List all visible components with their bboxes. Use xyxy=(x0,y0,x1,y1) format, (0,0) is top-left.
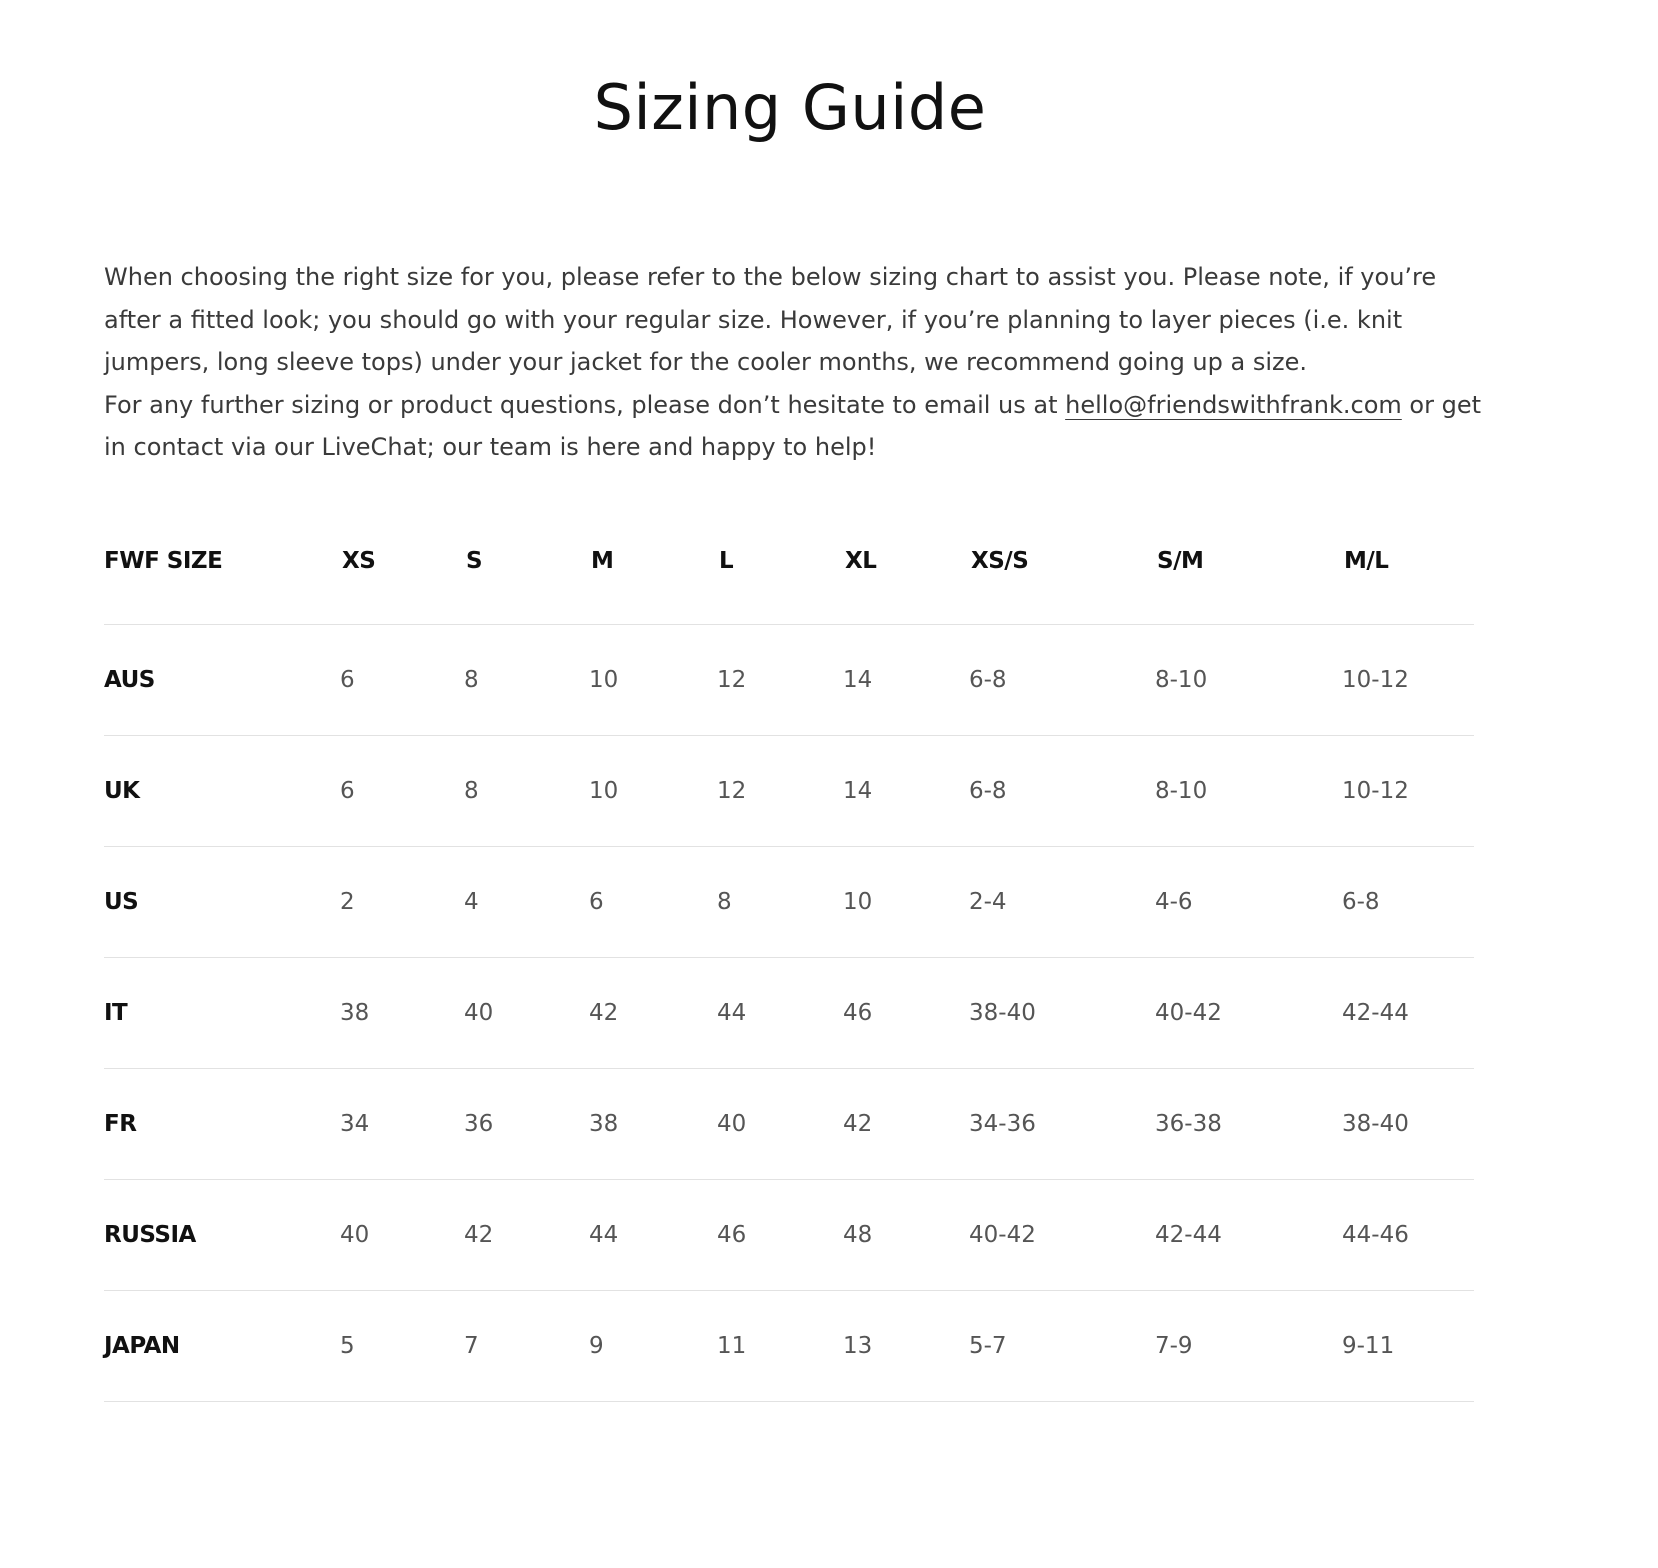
table-header-row xyxy=(104,506,1474,625)
table-cell: 8 xyxy=(717,847,843,958)
table-cell: 44-46 xyxy=(1342,1180,1474,1291)
table-cell: 9 xyxy=(589,1291,717,1402)
table-cell: 42-44 xyxy=(1155,1180,1342,1291)
table-cell: 40 xyxy=(340,1180,464,1291)
table-cell: 6-8 xyxy=(1342,847,1474,958)
table-cell: 6-8 xyxy=(969,625,1155,736)
table-cell: 38 xyxy=(589,1069,717,1180)
table-cell: 46 xyxy=(843,958,969,1069)
table-cell: 44 xyxy=(717,958,843,1069)
table-cell: 10 xyxy=(589,625,717,736)
table-cell: 2-4 xyxy=(969,847,1155,958)
table-cell: 10 xyxy=(843,847,969,958)
table-cell: 7 xyxy=(464,1291,589,1402)
table-cell: 6 xyxy=(340,625,464,736)
row-label: JAPAN xyxy=(104,1291,340,1402)
table-cell: 4-6 xyxy=(1155,847,1342,958)
table-row-aus xyxy=(104,625,1474,736)
table-cell: 14 xyxy=(843,625,969,736)
intro-text xyxy=(104,256,1484,469)
email-link[interactable]: hello@friendswithfrank.com xyxy=(1065,390,1402,419)
table-cell: 13 xyxy=(843,1291,969,1402)
table-row-russia xyxy=(104,1180,1474,1291)
header-m-l: M/L xyxy=(1342,506,1474,625)
intro-paragraph-2-end: or get in contact via our LiveChat; our team is here and happy to help! xyxy=(104,390,1481,461)
table-cell: 42-44 xyxy=(1342,958,1474,1069)
table-cell: 40 xyxy=(717,1069,843,1180)
table-cell: 44 xyxy=(589,1180,717,1291)
table-cell: 42 xyxy=(464,1180,589,1291)
table-cell: 6 xyxy=(589,847,717,958)
table-cell: 6 xyxy=(340,736,464,847)
table-row-fr xyxy=(104,1069,1474,1180)
table-cell: 38-40 xyxy=(969,958,1155,1069)
table-row-it xyxy=(104,958,1474,1069)
table-cell: 2 xyxy=(340,847,464,958)
table-cell: 8 xyxy=(464,736,589,847)
header-xs-s: XS/S xyxy=(969,506,1155,625)
table-cell: 8-10 xyxy=(1155,736,1342,847)
table-cell: 36 xyxy=(464,1069,589,1180)
table-cell: 5-7 xyxy=(969,1291,1155,1402)
table-cell: 48 xyxy=(843,1180,969,1291)
row-label: UK xyxy=(104,736,340,847)
table-row-uk xyxy=(104,736,1474,847)
table-cell: 8-10 xyxy=(1155,625,1342,736)
table-cell: 38-40 xyxy=(1342,1069,1474,1180)
table-cell: 7-9 xyxy=(1155,1291,1342,1402)
table-cell: 40 xyxy=(464,958,589,1069)
header-fwf-size: FWF SIZE xyxy=(104,506,340,625)
header-s-m: S/M xyxy=(1155,506,1342,625)
table-cell: 8 xyxy=(464,625,589,736)
table-cell: 42 xyxy=(589,958,717,1069)
table-cell: 14 xyxy=(843,736,969,847)
header-xs: XS xyxy=(340,506,464,625)
table-cell: 40-42 xyxy=(969,1180,1155,1291)
intro-paragraph-1: When choosing the right size for you, please refer to the below sizing chart to assist you. Please note, if you’re after a fitted look; you should go with your regular size. However, if you’re planning to layer pieces (i.e. knit jumpers, long sleeve tops) under your jacket for the cooler months, we recommend going up a size. xyxy=(104,263,1437,376)
table-row-us xyxy=(104,847,1474,958)
table-cell: 10 xyxy=(589,736,717,847)
table-cell: 36-38 xyxy=(1155,1069,1342,1180)
intro-paragraph-2 xyxy=(104,384,1484,469)
table-cell: 9-11 xyxy=(1342,1291,1474,1402)
header-m: M xyxy=(589,506,717,625)
row-label: FR xyxy=(104,1069,340,1180)
table-cell: 6-8 xyxy=(969,736,1155,847)
row-label: IT xyxy=(104,958,340,1069)
table-cell: 12 xyxy=(717,736,843,847)
intro-paragraph-2-start: For any further sizing or product questions, please don’t hesitate to email us at xyxy=(104,390,1066,419)
row-label: US xyxy=(104,847,340,958)
table-cell: 5 xyxy=(340,1291,464,1402)
table-cell: 4 xyxy=(464,847,589,958)
header-s: S xyxy=(464,506,589,625)
table-cell: 10-12 xyxy=(1342,736,1474,847)
page-title: Sizing Guide xyxy=(593,71,987,144)
table-cell: 34-36 xyxy=(969,1069,1155,1180)
table-cell: 46 xyxy=(717,1180,843,1291)
header-l: L xyxy=(717,506,843,625)
table-cell: 10-12 xyxy=(1342,625,1474,736)
row-label: AUS xyxy=(104,625,340,736)
table-cell: 40-42 xyxy=(1155,958,1342,1069)
table-cell: 38 xyxy=(340,958,464,1069)
table-cell: 42 xyxy=(843,1069,969,1180)
table-cell: 11 xyxy=(717,1291,843,1402)
sizing-table xyxy=(104,506,1474,1402)
table-cell: 34 xyxy=(340,1069,464,1180)
table-row-japan xyxy=(104,1291,1474,1402)
table-cell: 12 xyxy=(717,625,843,736)
row-label: RUSSIA xyxy=(104,1180,340,1291)
header-xl: XL xyxy=(843,506,969,625)
